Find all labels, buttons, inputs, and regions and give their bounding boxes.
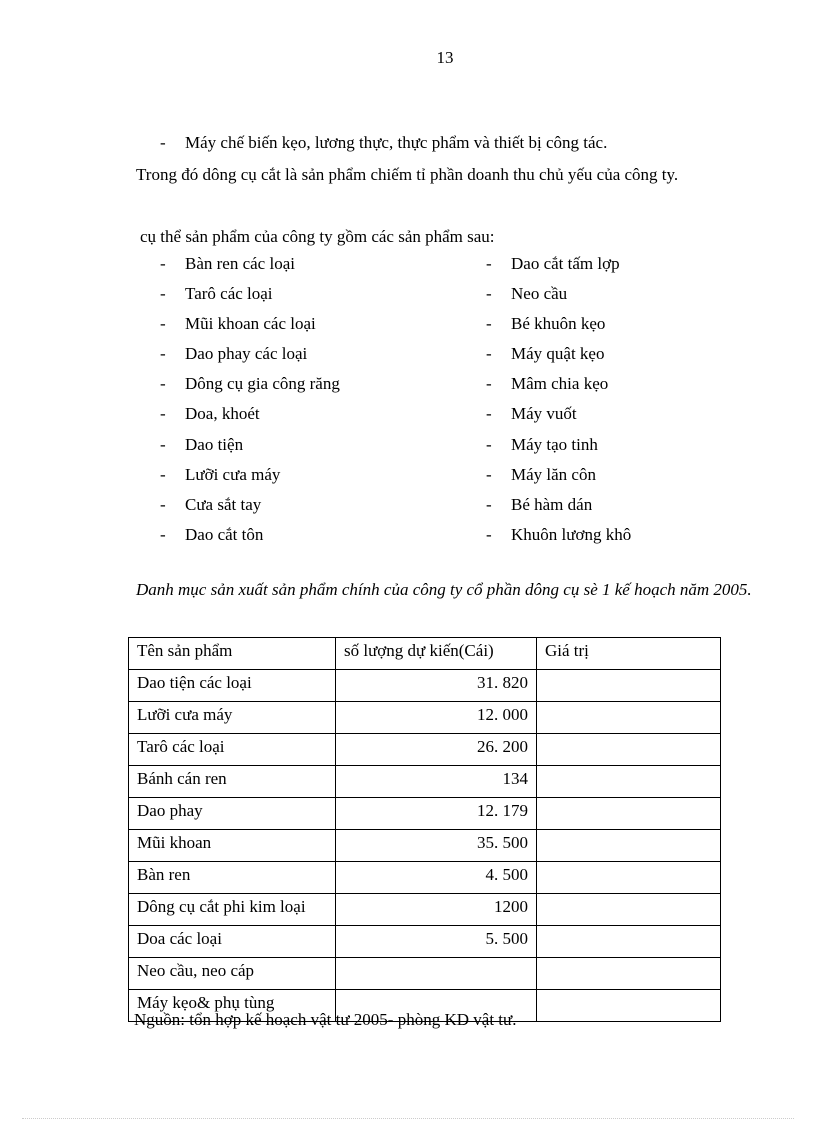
list-item-text: Doa, khoét: [185, 404, 260, 424]
list-item-text: Bé hàm dán: [511, 494, 593, 514]
cell-product-name: Dao tiện các loại: [129, 670, 336, 702]
list-item-text: Cưa sắt tay: [185, 494, 262, 514]
cell-value: [537, 894, 721, 926]
cell-value: [537, 958, 721, 990]
cell-product-name: Lưỡi cưa máy: [129, 702, 336, 734]
table-row: [129, 862, 721, 894]
bullet-dash: -: [486, 344, 492, 364]
list-item: [486, 339, 604, 369]
list-item-text: Máy lăn côn: [511, 464, 596, 484]
table-row: [129, 766, 721, 798]
product-list-row: [160, 279, 760, 309]
cell-quantity: 134: [336, 766, 537, 798]
cell-quantity: 31. 820: [336, 670, 537, 702]
bullet-dash: -: [160, 524, 166, 544]
list-item: [486, 430, 598, 460]
cell-product-name: Mũi khoan: [129, 830, 336, 862]
cell-value: [537, 734, 721, 766]
bullet-dash: -: [160, 254, 166, 273]
bullet-dash: -: [486, 314, 492, 334]
list-item-text: Dông cụ gia công răng: [185, 374, 340, 394]
list-item: [486, 460, 596, 490]
list-item: [160, 399, 260, 429]
bullet-dash: -: [486, 374, 492, 394]
list-item: [160, 279, 273, 309]
bullet-dash: -: [160, 374, 166, 394]
cell-value: [537, 990, 721, 1022]
table-row: [129, 734, 721, 766]
paragraph-products-intro: cụ thể sản phẩm của công ty gồm các sản phẩm sau:: [140, 227, 495, 246]
source-note: Nguồn: tổn hợp kế hoạch vật tư 2005- phòng KD vật tư.: [134, 1010, 517, 1029]
cell-value: [537, 926, 721, 958]
list-item: [160, 249, 295, 279]
cell-product-name: Doa các loại: [129, 926, 336, 958]
product-list-row: [160, 309, 760, 339]
header-product-name: Tên sản phẩm: [129, 638, 336, 670]
list-item-text: Lưỡi cưa máy: [185, 464, 281, 484]
list-item-text: Máy quật kẹo: [511, 344, 605, 364]
list-item: [160, 369, 340, 399]
table-row: [129, 702, 721, 734]
list-item-text: Mũi khoan các loại: [185, 314, 316, 334]
list-item: [160, 490, 261, 520]
bullet-dash: -: [160, 434, 166, 454]
cell-product-name: Dông cụ cắt phi kim loại: [129, 894, 336, 926]
bullet-dash: -: [160, 494, 166, 514]
list-item-text: Dao cắt tấm lợp: [511, 254, 620, 273]
cell-value: [537, 670, 721, 702]
intro-bullet-text: Máy chế biến kẹo, lương thực, thực phẩm và thiết bị công tác.: [185, 133, 608, 152]
product-list-row: [160, 490, 760, 520]
bullet-dash: -: [486, 254, 492, 273]
table-header-row: [129, 638, 721, 670]
bullet-dash: -: [486, 524, 492, 544]
table-row: [129, 926, 721, 958]
cell-product-name: Máy kẹo& phụ tùng: [129, 990, 336, 1022]
cell-quantity: [336, 958, 537, 990]
table-row: [129, 894, 721, 926]
footer-divider: [22, 1118, 794, 1119]
list-item: [486, 490, 592, 520]
cell-product-name: Tarô các loại: [129, 734, 336, 766]
cell-product-name: Bánh cán ren: [129, 766, 336, 798]
product-list-row: [160, 369, 760, 399]
cell-value: [537, 702, 721, 734]
bullet-dash: -: [486, 284, 492, 304]
list-item-text: Dao tiện: [185, 434, 244, 454]
list-item: [160, 460, 280, 490]
table-row: [129, 830, 721, 862]
list-item-text: Bàn ren các loại: [185, 254, 295, 273]
header-value: Giá trị: [537, 638, 721, 670]
product-list-row: [160, 430, 760, 460]
bullet-dash: -: [486, 404, 492, 424]
list-item: [160, 309, 316, 339]
product-table: [128, 637, 721, 1022]
list-item-text: Dao phay các loại: [185, 344, 308, 364]
bullet-dash: -: [486, 464, 492, 484]
cell-value: [537, 766, 721, 798]
list-item-text: Dao cắt tôn: [185, 524, 264, 544]
cell-quantity: 4. 500: [336, 862, 537, 894]
cell-quantity: 12. 179: [336, 798, 537, 830]
bullet-dash: -: [160, 133, 166, 152]
cell-quantity: 26. 200: [336, 734, 537, 766]
bullet-dash: -: [160, 284, 166, 304]
table-caption: Danh mục sản xuất sản phẩm chính của công ty cổ phần dông cụ sè 1 kế hoạch năm 2005.: [136, 580, 752, 599]
list-item-text: Máy tạo tinh: [511, 434, 598, 454]
product-list: [160, 249, 760, 550]
bullet-dash: -: [486, 434, 492, 454]
cell-quantity: 5. 500: [336, 926, 537, 958]
cell-product-name: Neo cầu, neo cáp: [129, 958, 336, 990]
cell-value: [537, 830, 721, 862]
list-item-text: Khuôn lương khô: [511, 524, 632, 544]
cell-value: [537, 798, 721, 830]
product-list-row: [160, 249, 760, 279]
list-item: [160, 430, 243, 460]
cell-product-name: Bàn ren: [129, 862, 336, 894]
paragraph-revenue: Trong đó dông cụ cắt là sản phẩm chiếm tỉ phần doanh thu chủ yếu của công ty.: [136, 165, 679, 184]
list-item: [160, 520, 263, 550]
bullet-dash: -: [486, 494, 492, 514]
list-item: [486, 279, 567, 309]
cell-quantity: 1200: [336, 894, 537, 926]
intro-bullet: [160, 133, 607, 153]
list-item-text: Bé khuôn kẹo: [511, 314, 606, 334]
cell-product-name: Dao phay: [129, 798, 336, 830]
bullet-dash: -: [160, 404, 166, 424]
cell-value: [537, 862, 721, 894]
list-item-text: Neo cầu: [511, 284, 568, 304]
list-item-text: Tarô các loại: [185, 284, 273, 304]
cell-quantity: 35. 500: [336, 830, 537, 862]
list-item-text: Máy vuốt: [511, 404, 577, 424]
list-item: [486, 309, 605, 339]
table-row: [129, 798, 721, 830]
list-item: [486, 520, 631, 550]
table-row: [129, 958, 721, 990]
list-item: [486, 399, 577, 429]
bullet-dash: -: [160, 314, 166, 334]
list-item: [486, 249, 620, 279]
cell-quantity: 12. 000: [336, 702, 537, 734]
list-item-text: Mâm chia kẹo: [511, 374, 609, 394]
list-item: [160, 339, 307, 369]
product-list-row: [160, 339, 760, 369]
page-number: 13: [436, 48, 454, 67]
product-list-row: [160, 460, 760, 490]
bullet-dash: -: [160, 464, 166, 484]
list-item: [486, 369, 608, 399]
bullet-dash: -: [160, 344, 166, 364]
table-row: [129, 670, 721, 702]
product-list-row: [160, 520, 760, 550]
header-quantity: số lượng dự kiến(Cái): [336, 638, 537, 670]
product-list-row: [160, 399, 760, 429]
